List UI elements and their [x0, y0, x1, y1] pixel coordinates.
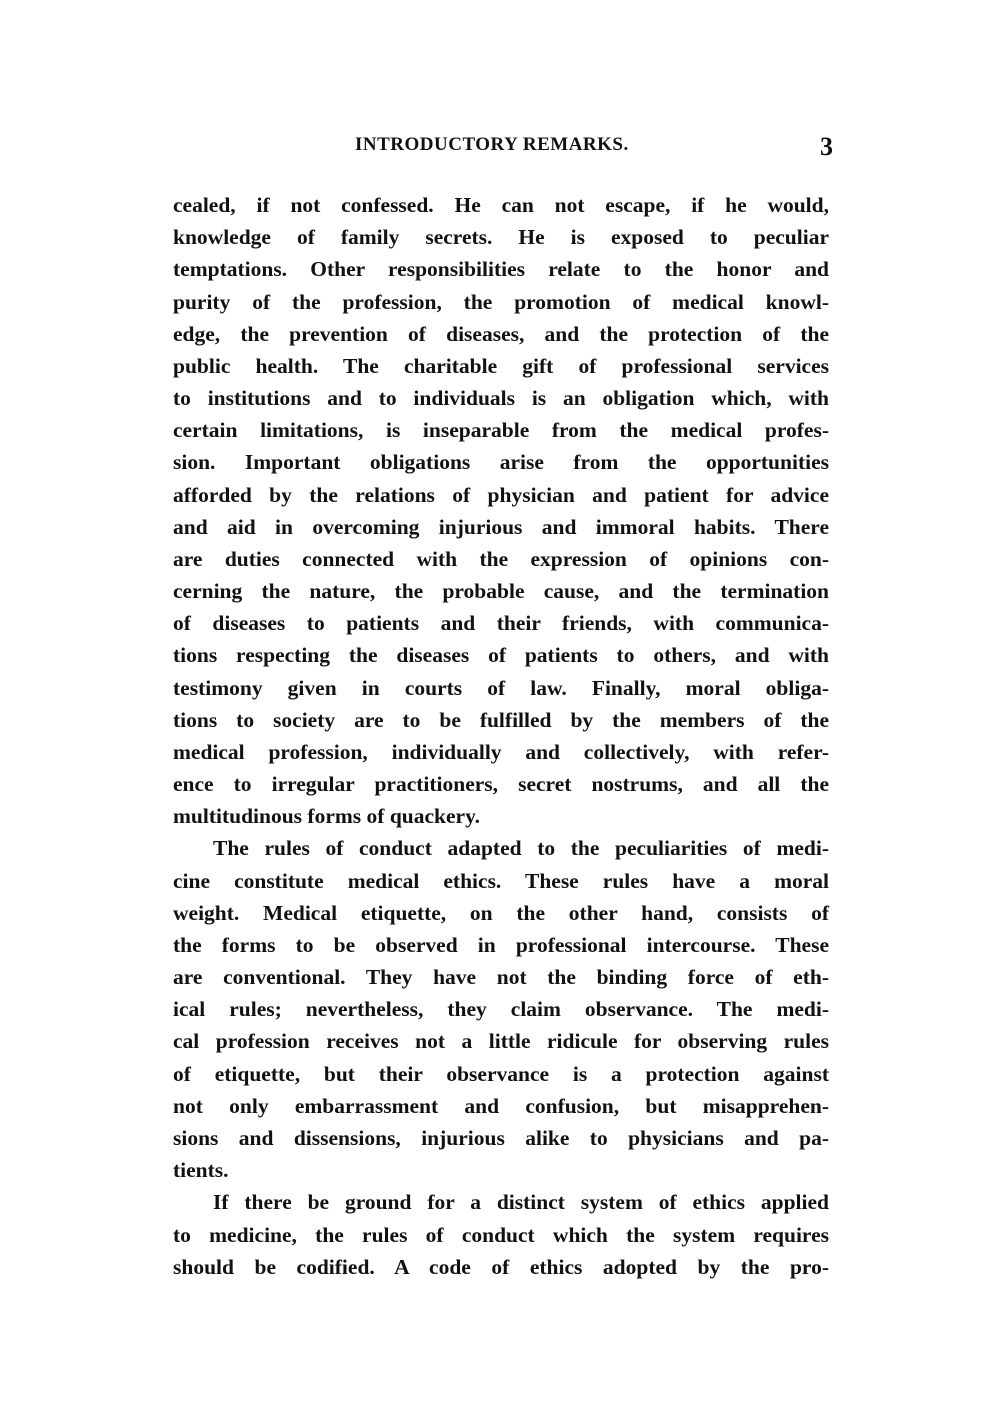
text-line: not only embarrassment and confusion, but misapprehen- — [173, 1093, 829, 1118]
text-line: of etiquette, but their observance is a protection against — [173, 1061, 829, 1086]
text-line: medical profession, individually and collectively, with refer- — [173, 739, 829, 764]
text-line: knowledge of family secrets. He is exposed to peculiar — [173, 225, 829, 250]
text-line: multitudinous forms of quackery. — [173, 804, 481, 829]
text-line: certain limitations, is inseparable from the medical profes- — [173, 418, 829, 443]
text-line: purity of the profession, the promotion of medical knowl- — [173, 289, 829, 314]
text-line: weight. Medical etiquette, on the other hand, consists of — [173, 900, 829, 925]
page-number: 3 — [820, 132, 833, 161]
text-line: The rules of conduct adapted to the peculiarities of medi- — [213, 836, 829, 861]
text-line: of diseases to patients and their friends, with communica- — [173, 611, 829, 636]
text-line: tients. — [173, 1158, 229, 1183]
text-line: are duties connected with the expression of opinions con- — [173, 546, 829, 571]
body-text — [173, 189, 829, 1283]
text-line: to medicine, the rules of conduct which the system requires — [173, 1222, 829, 1247]
text-line: testimony given in courts of law. Finally, moral obliga- — [173, 675, 829, 700]
text-line: cal profession receives not a little ridicule for observing rules — [173, 1029, 829, 1054]
running-title: INTRODUCTORY REMARKS. — [355, 134, 629, 155]
text-line: the forms to be observed in professional intercourse. These — [173, 932, 829, 957]
text-line: temptations. Other responsibilities relate to the honor and — [173, 257, 829, 282]
text-line: sion. Important obligations arise from the opportunities — [173, 450, 829, 475]
text-line: cerning the nature, the probable cause, and the termination — [173, 579, 829, 604]
text-line: tions to society are to be fulfilled by the members of the — [173, 707, 829, 732]
text-line: tions respecting the diseases of patients to others, and with — [173, 643, 829, 668]
text-line: ence to irregular practitioners, secret nostrums, and all the — [173, 772, 829, 797]
text-line: afforded by the relations of physician and patient for advice — [173, 482, 829, 507]
text-line: and aid in overcoming injurious and immoral habits. There — [173, 514, 829, 539]
text-line: If there be ground for a distinct system of ethics applied — [213, 1190, 829, 1215]
text-line: cealed, if not confessed. He can not escape, if he would, — [173, 193, 829, 217]
text-line: cine constitute medical ethics. These rules have a moral — [173, 868, 829, 893]
text-line: sions and dissensions, injurious alike to physicians and pa- — [173, 1125, 829, 1150]
text-line: to institutions and to individuals is an obligation which, with — [173, 386, 829, 411]
text-line: should be codified. A code of ethics adopted by the pro- — [173, 1254, 829, 1279]
text-line: edge, the prevention of diseases, and the protection of the — [173, 321, 829, 346]
page-header — [173, 134, 833, 164]
text-line: public health. The charitable gift of professional services — [173, 353, 829, 378]
text-line: are conventional. They have not the binding force of eth- — [173, 965, 829, 990]
text-line: ical rules; nevertheless, they claim observance. The medi- — [173, 997, 829, 1022]
